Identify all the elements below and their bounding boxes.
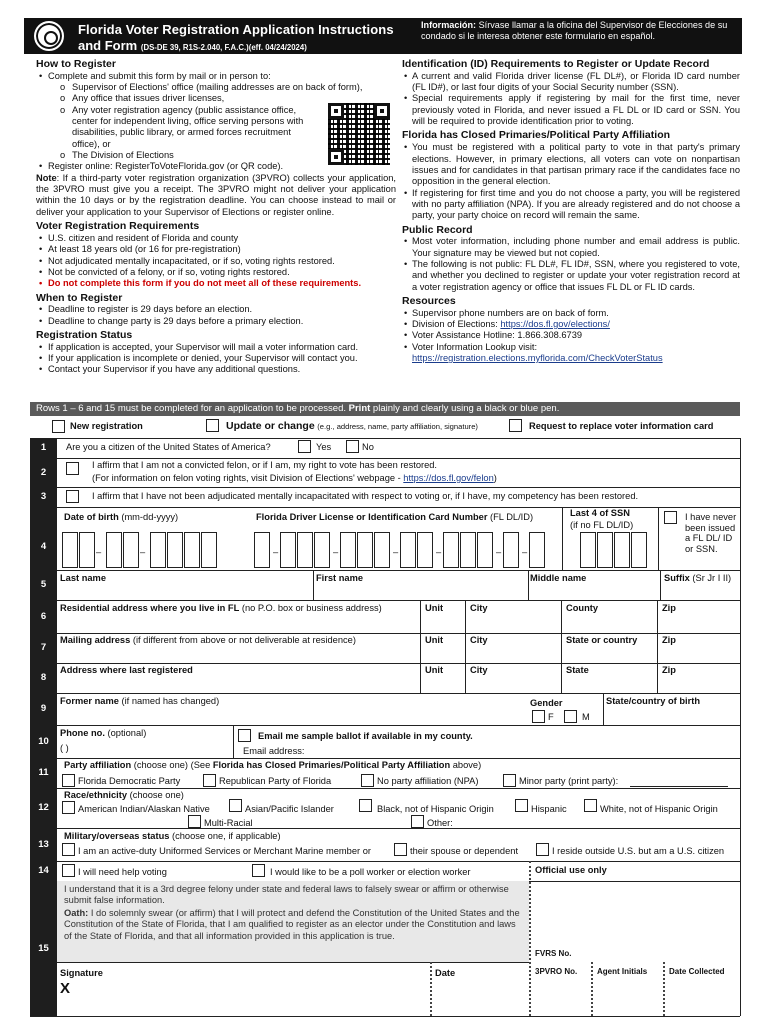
form-reference: (DS-DE 39, R1S-2.040, F.A.C.)(eff. 04/24/2024)	[140, 43, 307, 52]
citizen-yes-checkbox[interactable]	[298, 440, 311, 453]
update-checkbox[interactable]	[206, 419, 219, 432]
replace-card-checkbox[interactable]	[509, 419, 522, 432]
row-number: 12	[30, 788, 57, 828]
felon-info-link[interactable]: https://dos.fl.gov/felon	[403, 473, 494, 483]
middle-name-label: Middle name	[530, 573, 587, 583]
party-rep-checkbox[interactable]	[203, 774, 216, 787]
help-voting-checkbox[interactable]	[62, 864, 75, 877]
minor-party-input[interactable]	[630, 786, 728, 787]
application-type-row: New registration Update or change (e.g., address, name, party affiliation, signature) Request to replace voter information card	[36, 416, 740, 438]
requirements-warning: • Do not complete this form if you do not meet all of these requirements.	[36, 278, 396, 289]
form-title-line2: and Form (DS-DE 39, R1S-2.040, F.A.C.)(eff. 04/24/2024)	[78, 38, 307, 53]
when-heading: When to Register	[36, 291, 123, 304]
florida-seal-icon	[34, 21, 64, 51]
right-instructions: Identification (ID) Requirements to Register or Update Record • A current and valid Florida driver license (FL DL#), or Florida ID card number (FL ID#), or last four digits of your Social Security number (SSN). • Special requirements apply if registering by mail for the first time, never previously voted in Florida, and never issued a FL DL or ID card or SSN. You will be required to provide identification prior to voting. Florida has Closed Primaries/Political Party Affiliation • You must be registered with a political party to vote in that party's primary elections. However, in primary elections, all voters can vote on nonpartisan issues and for candidates in that partisan primary race if the candidates face no opposition in the general election. • If registering for first time and you do not choose a party, you will be registered with no party affiliation (NPA). If you are already registered and do not choose a party, your party choice on record will remain the same. Public Record • Most voter information, including phone number and email address is public. Your signature may be viewed but not copied. • The following is not public: FL DL#, FL ID#, SSN, where you registered to vote, and whether you declined to register or update your voter registration record at a voter registration agency or office that issues FL DL or FL ID cards. Resources • Supervisor phone numbers are on back of form. • Division of Elections: https://dos.fl.gov/elections/ • Voter Assistance Hotline: 1.866.308.6739 • Voter Information Lookup visit: https://registration.elections.myflorida.com/CheckVoterStatus	[402, 56, 740, 364]
last-name-label: Last name	[60, 573, 106, 583]
new-registration-checkbox[interactable]	[52, 420, 65, 433]
sample-ballot-checkbox[interactable]	[238, 729, 251, 742]
overseas-citizen-checkbox[interactable]	[536, 843, 549, 856]
row-number: 13	[30, 828, 57, 861]
left-instructions: How to Register • Complete and submit this form by mail or in person to: o Supervisor of Elections' office (mailing addresses are on back of form), o Any office that issues driver licenses, o Any voter registration agency (public assistance office, center for independent living, office serving persons with disabilities, public library, or armed forces recruitment office), or o The Division of Elections • Register online: RegisterToVoteFlorida.gov (or QR code). Note: If a third-party voter registration organization (3PVRO) collects your application, the 3PVRO must give you a receipt. The 3PVRO might not deliver your application within the 10 days or by the registration deadline. You can choose instead to mail or deliver your application to your Supervisor of Elections or register online. Voter Registration Requirements • U.S. citizen and resident of Florida and county • At least 18 years old (or 16 for pre-registration) • Not adjudicated mentally incapacitated, or if so, voting rights restored. • Not be convicted of a felony, or if so, voting rights restored. • Do not complete this form if you do not meet all of these requirements. When to Register • Deadline to register is 29 days before an election. • Deadline to change party is 29 days before a primary election. Registration Status • If application is accepted, your Supervisor will mail a voter information card. • If your application is incomplete or denied, your Supervisor will contact you. • Contact your Supervisor if you have any additional questions.	[36, 56, 396, 376]
row-number: 2	[30, 458, 57, 487]
row-number: 9	[30, 693, 57, 725]
row-number: 14	[30, 861, 57, 881]
closed-primaries-heading: Florida has Closed Primaries/Political Party Affiliation	[402, 129, 671, 142]
party-dem-checkbox[interactable]	[62, 774, 75, 787]
date-input[interactable]	[435, 982, 525, 1012]
race-hispanic-checkbox[interactable]	[515, 799, 528, 812]
race-black-checkbox[interactable]	[359, 799, 372, 812]
row-number: 10	[30, 725, 57, 758]
gender-m-checkbox[interactable]	[564, 710, 577, 723]
first-name-label: First name	[316, 573, 364, 583]
race-multi-checkbox[interactable]	[188, 815, 201, 828]
row-number: 4	[30, 507, 57, 587]
spanish-info: Información: Sírvase llamar a la oficina del Supervisor de Elecciones de su condado si le interesa obtener este formulario en español.	[421, 20, 728, 42]
row-number: 5	[30, 570, 57, 600]
id-requirements-heading: Identification (ID) Requirements to Register or Update Record	[402, 58, 710, 70]
voter-lookup-link[interactable]: https://registration.elections.myflorida.com/CheckVoterStatus	[412, 353, 663, 364]
phone-input[interactable]: ( )	[60, 743, 69, 753]
felon-affirm-checkbox[interactable]	[66, 462, 79, 475]
race-native-checkbox[interactable]	[62, 801, 75, 814]
first-name-input[interactable]	[316, 586, 526, 598]
row-number: 8	[30, 663, 57, 693]
resources-heading: Resources	[402, 294, 456, 307]
elections-link[interactable]: https://dos.fl.gov/elections/	[500, 319, 610, 330]
row-number: 1	[30, 438, 57, 458]
row-number: 15	[30, 881, 57, 1016]
qr-code-icon[interactable]	[326, 101, 392, 167]
birth-place-input[interactable]	[606, 709, 736, 723]
middle-name-input[interactable]	[530, 586, 658, 598]
party-npa-checkbox[interactable]	[361, 774, 374, 787]
last-name-input[interactable]	[60, 586, 310, 598]
rows-required-banner: Rows 1 – 6 and 15 must be completed for an application to be processed. Print plainly and clearly using a black or blue pen.	[30, 402, 740, 416]
row-number: 3	[30, 487, 57, 507]
form-header	[24, 18, 742, 54]
citizen-no-checkbox[interactable]	[346, 440, 359, 453]
public-record-heading: Public Record	[402, 223, 473, 236]
note-paragraph: Note: If a third-party voter registration organization (3PVRO) collects your application, the 3PVRO must give you a receipt. The 3PVRO might not deliver your application within the 10 days or by the registration deadline. You can choose instead to mail or deliver your application to your Supervisor of Elections or register online.	[36, 172, 396, 217]
military-member-checkbox[interactable]	[62, 843, 75, 856]
email-address-input[interactable]: Email address:	[243, 746, 305, 756]
military-spouse-checkbox[interactable]	[394, 843, 407, 856]
poll-worker-checkbox[interactable]	[252, 864, 265, 877]
competency-affirm-checkbox[interactable]	[66, 490, 79, 503]
how-to-register-heading: How to Register	[36, 58, 116, 70]
requirements-heading: Voter Registration Requirements	[36, 220, 200, 233]
row-number: 7	[30, 633, 57, 663]
signature-label: Signature	[60, 968, 103, 978]
mailing-address-input[interactable]	[60, 648, 415, 661]
gender-f-checkbox[interactable]	[532, 710, 545, 723]
row-number: 6	[30, 600, 57, 633]
row-number: 11	[30, 758, 57, 788]
race-white-checkbox[interactable]	[584, 799, 597, 812]
form-title: Florida Voter Registration Application Instructions	[78, 22, 394, 37]
race-other-checkbox[interactable]	[411, 815, 424, 828]
official-use-label: Official use only	[535, 865, 607, 875]
residential-address-input[interactable]	[60, 616, 415, 630]
signature-input[interactable]: X	[60, 980, 71, 997]
last-registered-address-input[interactable]	[60, 678, 415, 691]
party-minor-checkbox[interactable]	[503, 774, 516, 787]
status-heading: Registration Status	[36, 328, 133, 341]
race-asian-checkbox[interactable]	[229, 799, 242, 812]
date-label: Date	[435, 968, 456, 978]
former-name-input[interactable]	[60, 709, 520, 723]
